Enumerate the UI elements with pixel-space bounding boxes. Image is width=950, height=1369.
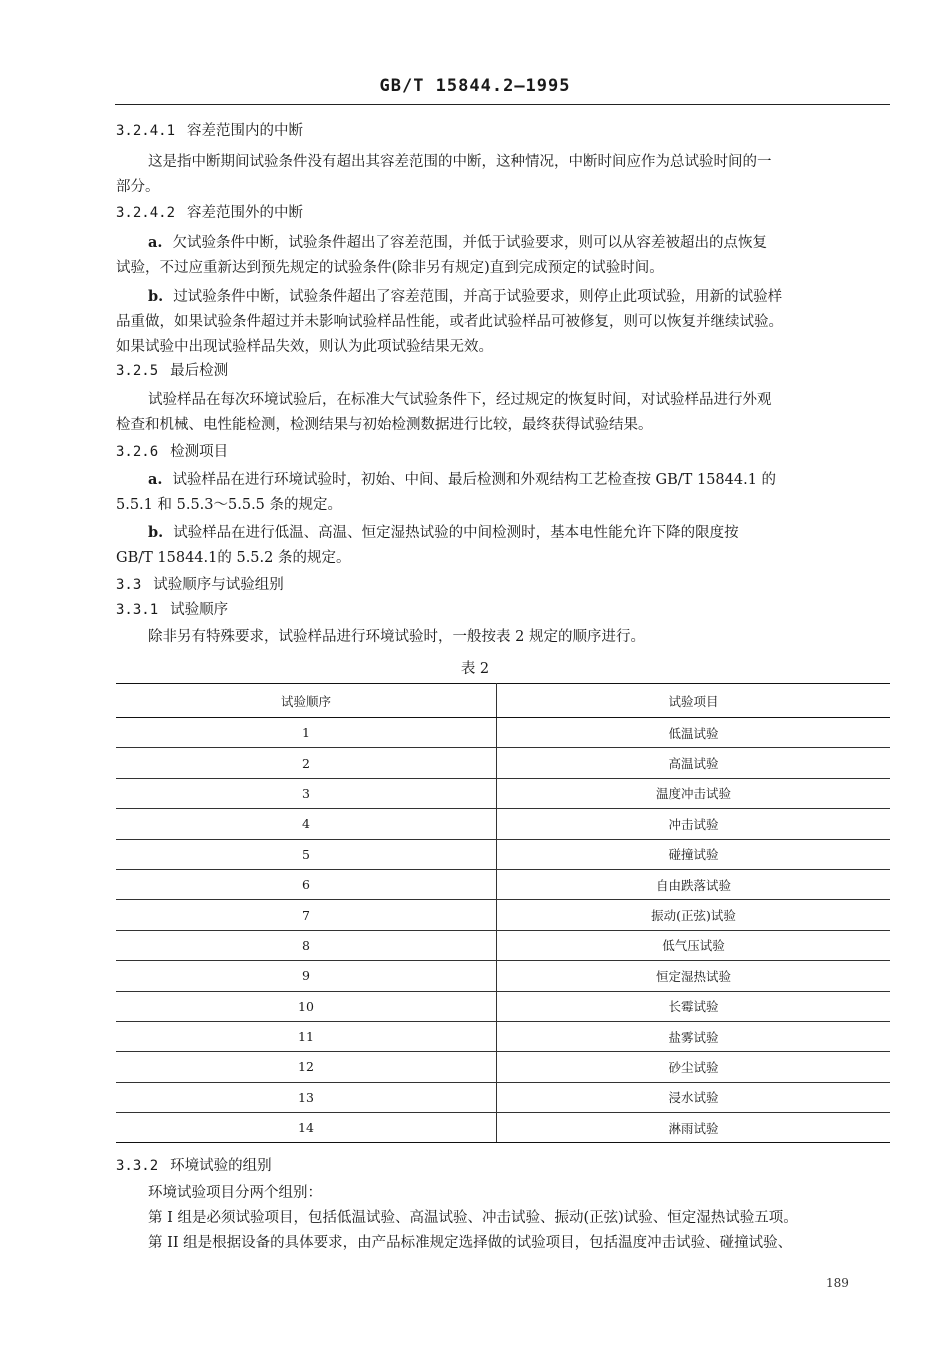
page-number: 189	[826, 1276, 849, 1290]
section-3-2-5-heading	[116, 361, 228, 381]
item-cell: 盐雾试验	[497, 1021, 891, 1051]
section-title: 容差范围外的中断	[187, 205, 304, 221]
section-number: 3.3.2	[116, 1158, 159, 1174]
section-title: 检测项目	[170, 444, 229, 460]
item-cell: 恒定湿热试验	[497, 961, 891, 991]
item-label: a.	[148, 234, 163, 251]
item-label: a.	[148, 471, 163, 488]
paragraph-line: 5.5.1 和 5.5.3～5.5.5 条的规定。	[116, 497, 343, 513]
order-cell: 8	[116, 930, 497, 960]
paragraph-line: 部分。	[116, 179, 160, 195]
section-title: 试验顺序与试验组别	[153, 577, 284, 593]
item-cell: 温度冲击试验	[497, 778, 891, 808]
item-cell: 浸水试验	[497, 1082, 891, 1112]
section-number: 3.2.5	[116, 363, 159, 379]
paragraph-line: 除非另有特殊要求，试验样品进行环境试验时，一般按表 2 规定的顺序进行。	[148, 629, 645, 645]
item-text: 试验样品在进行低温、高温、恒定湿热试验的中间检测时，基本电性能允许下降的限度按	[173, 525, 739, 541]
section-number: 3.2.4.2	[116, 205, 176, 221]
order-cell: 9	[116, 961, 497, 991]
table-row	[116, 869, 890, 899]
section-title: 最后检测	[170, 363, 229, 379]
order-cell: 14	[116, 1113, 497, 1143]
table-row	[116, 718, 890, 748]
table-row	[116, 991, 890, 1021]
section-number: 3.3.1	[116, 602, 159, 618]
table-caption: 表 2	[460, 661, 490, 677]
paragraph-line: 如果试验中出现试验样品失效，则认为此项试验结果无效。	[116, 339, 493, 355]
paragraph-line: 第 I 组是必须试验项目，包括低温试验、高温试验、冲击试验、振动(正弦)试验、恒定湿热试验五项。	[148, 1210, 798, 1226]
header-rule	[115, 104, 890, 105]
table-row	[116, 778, 890, 808]
item-text: 过试验条件中断，试验条件超出了容差范围，并高于试验要求，则停止此项试验，用新的试验样	[173, 289, 783, 305]
order-cell: 10	[116, 991, 497, 1021]
paragraph-line: 试验，不过应重新达到预先规定的试验条件(除非另有规定)直到完成预定的试验时间。	[116, 260, 664, 276]
section-3-3-heading	[116, 575, 284, 595]
item-text: 欠试验条件中断，试验条件超出了容差范围，并低于试验要求，则可以从容差被超出的点恢复	[172, 235, 767, 251]
column-header-order: 试验顺序	[116, 684, 497, 718]
section-number: 3.2.6	[116, 444, 159, 460]
section-title: 试验顺序	[170, 602, 229, 618]
paragraph-line: 试验样品在每次环境试验后，在标准大气试验条件下，经过规定的恢复时间，对试验样品进行外观	[148, 392, 772, 408]
paragraph-line: 第 II 组是根据设备的具体要求，由产品标准规定选择做的试验项目，包括温度冲击试验、碰撞试验、	[148, 1235, 793, 1251]
order-cell: 12	[116, 1052, 497, 1082]
table-row	[116, 961, 890, 991]
item-cell: 低气压试验	[497, 930, 891, 960]
table-row	[116, 809, 890, 839]
section-title: 容差范围内的中断	[187, 123, 304, 139]
item-cell: 高温试验	[497, 748, 891, 778]
section-number: 3.2.4.1	[116, 123, 176, 139]
order-cell: 3	[116, 778, 497, 808]
table-row	[116, 1052, 890, 1082]
item-a-line	[148, 470, 776, 490]
order-cell: 2	[116, 748, 497, 778]
item-b-line	[148, 287, 782, 307]
item-label: b.	[148, 288, 164, 305]
item-label: b.	[148, 524, 164, 541]
table-row	[116, 1082, 890, 1112]
item-cell: 振动(正弦)试验	[497, 900, 891, 930]
test-order-table	[116, 683, 890, 1143]
order-cell: 6	[116, 869, 497, 899]
order-cell: 7	[116, 900, 497, 930]
section-3-2-6-heading	[116, 442, 228, 462]
table-header-row	[116, 684, 890, 718]
table-row	[116, 1021, 890, 1051]
table-row	[116, 839, 890, 869]
paragraph-line: 品重做，如果试验条件超过并未影响试验样品性能，或者此试验样品可被修复，则可以恢复并继续试验。	[116, 314, 783, 330]
section-3-3-2-heading	[116, 1156, 272, 1176]
table-row	[116, 900, 890, 930]
section-3-3-1-heading	[116, 600, 228, 620]
order-cell: 1	[116, 718, 497, 748]
table-row	[116, 748, 890, 778]
item-cell: 淋雨试验	[497, 1113, 891, 1143]
item-b-line	[148, 523, 739, 543]
section-3-2-4-2-heading	[116, 203, 303, 223]
item-cell: 低温试验	[497, 718, 891, 748]
item-cell: 冲击试验	[497, 809, 891, 839]
order-cell: 5	[116, 839, 497, 869]
section-number: 3.3	[116, 577, 142, 593]
table-row	[116, 930, 890, 960]
paragraph-line: GB/T 15844.1的 5.5.2 条的规定。	[116, 550, 351, 566]
order-cell: 13	[116, 1082, 497, 1112]
item-text: 试验样品在进行环境试验时，初始、中间、最后检测和外观结构工艺检查按 GB/T 15844.1 的	[172, 472, 777, 488]
item-cell: 碰撞试验	[497, 839, 891, 869]
column-header-item: 试验项目	[497, 684, 891, 718]
section-title: 环境试验的组别	[170, 1158, 272, 1174]
section-3-2-4-1-heading	[116, 121, 303, 141]
order-cell: 11	[116, 1021, 497, 1051]
order-cell: 4	[116, 809, 497, 839]
standard-code-header: GB/T 15844.2—1995	[379, 76, 571, 96]
item-a-line	[148, 233, 767, 253]
paragraph-line: 这是指中断期间试验条件没有超出其容差范围的中断，这种情况，中断时间应作为总试验时间的一	[148, 154, 772, 170]
table-row	[116, 1113, 890, 1143]
item-cell: 长霉试验	[497, 991, 891, 1021]
paragraph-line: 检查和机械、电性能检测，检测结果与初始检测数据进行比较，最终获得试验结果。	[116, 417, 653, 433]
item-cell: 自由跌落试验	[497, 869, 891, 899]
item-cell: 砂尘试验	[497, 1052, 891, 1082]
paragraph-line: 环境试验项目分两个组别：	[148, 1185, 322, 1201]
